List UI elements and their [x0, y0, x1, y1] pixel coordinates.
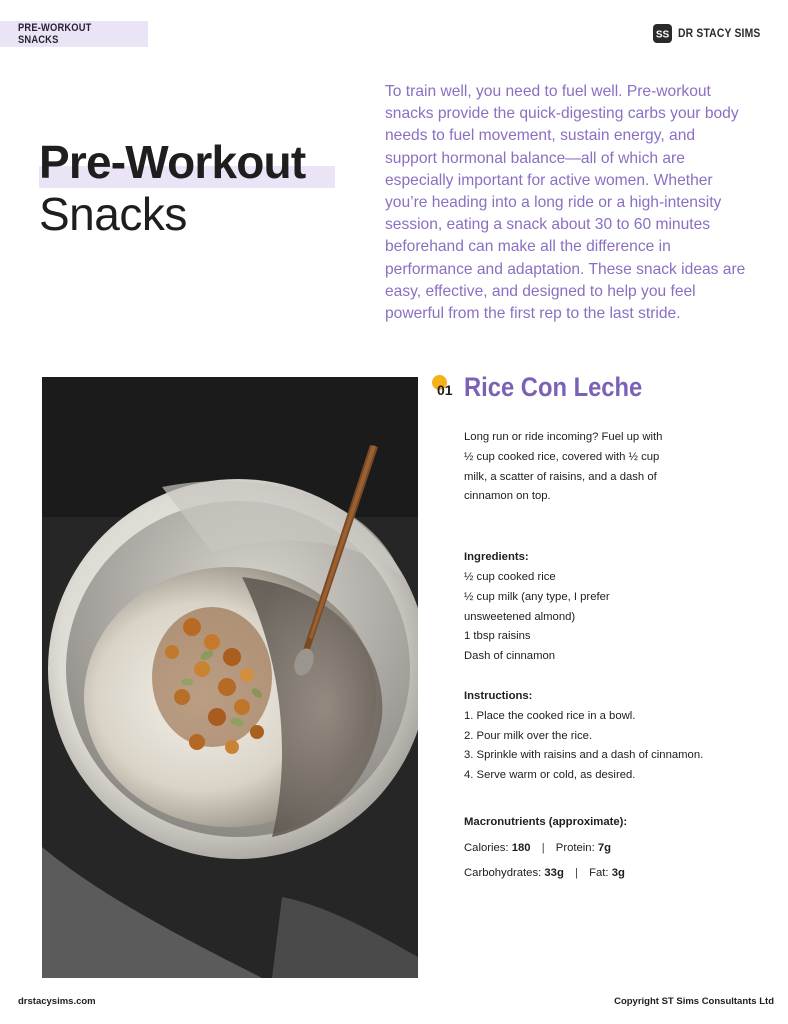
- instruction-step: 2. Pour milk over the rice.: [464, 729, 593, 742]
- ingredient-item: 1 tbsp raisins: [464, 630, 531, 643]
- brand-name: DR STACY SIMS: [678, 27, 761, 40]
- instruction-step: 4. Serve warm or cold, as desired.: [464, 769, 636, 782]
- macro-separator: |: [541, 841, 545, 854]
- section-tab: [0, 21, 148, 47]
- recipe-details: [464, 428, 764, 886]
- page-title: [39, 136, 305, 240]
- macro-separator: |: [575, 866, 578, 879]
- footer-copyright: Copyright ST Sims Consultants Ltd: [614, 996, 774, 1007]
- macro-row-calories-protein: [464, 836, 764, 861]
- instruction-step: 3. Sprinkle with raisins and a dash of cinnamon.: [464, 749, 704, 762]
- recipe-title: Rice Con Leche: [464, 372, 643, 402]
- intro-paragraph: To train well, you need to fuel well. Pre-workout snacks provide the quick-digesting carbs your body needs to fuel movement, sustain energy, and support hormonal balance—all of which are especially important for active women. Whether you’re heading into a long ride or a high-intensity session, eating a snack about 30 to 60 minutes beforehand can make all the difference in performance and adaptation. These snack ideas are easy, effective, and designed to help you feel powerful from the first rep to the last stride.: [385, 83, 746, 323]
- page-title-line2: Snacks: [39, 188, 187, 240]
- instructions-heading: Instructions:: [464, 689, 533, 702]
- calories-label: Calories:: [464, 841, 509, 854]
- fat-value: 3g: [611, 866, 625, 879]
- calories-value: 180: [511, 841, 531, 854]
- recipe-description: Long run or ride incoming? Fuel up with ½ cup cooked rice, covered with ½ cup milk, a scatter of raisins, and a dash of cinnamon on top.: [464, 431, 663, 503]
- recipe-number-badge: [432, 375, 456, 399]
- instruction-step: 1. Place the cooked rice in a bowl.: [464, 709, 636, 722]
- protein-label: Protein:: [555, 841, 595, 854]
- ss-logo-icon: [653, 24, 672, 43]
- protein-value: 7g: [597, 841, 612, 854]
- brand-logo[interactable]: [653, 24, 770, 43]
- macros-section: [464, 813, 764, 886]
- footer-website-link[interactable]: drstacysims.com: [18, 996, 96, 1007]
- rice-con-leche-photo: [42, 377, 418, 978]
- macros-heading: Macronutrients (approximate):: [464, 815, 628, 828]
- recipe-number: 01: [437, 382, 453, 398]
- logo-letters: SS: [656, 29, 670, 41]
- macro-row-carbs-fat: [464, 861, 764, 886]
- ingredient-item: Dash of cinnamon: [464, 650, 556, 663]
- page-title-line1: Pre-Workout: [39, 136, 306, 188]
- ingredients-heading: Ingredients:: [464, 551, 529, 564]
- ingredient-item: ½ cup milk (any type, I prefer: [464, 590, 610, 603]
- section-tab-label: PRE-WORKOUT SNACKS: [18, 22, 92, 46]
- ingredient-item: unsweetened almond): [464, 610, 576, 623]
- fat-label: Fat:: [589, 866, 609, 879]
- ingredient-item: ½ cup cooked rice: [464, 570, 556, 583]
- carbs-value: 33g: [544, 866, 564, 879]
- carbs-label: Carbohydrates:: [464, 866, 542, 879]
- ingredients-section: [464, 548, 764, 667]
- instructions-section: [464, 687, 764, 786]
